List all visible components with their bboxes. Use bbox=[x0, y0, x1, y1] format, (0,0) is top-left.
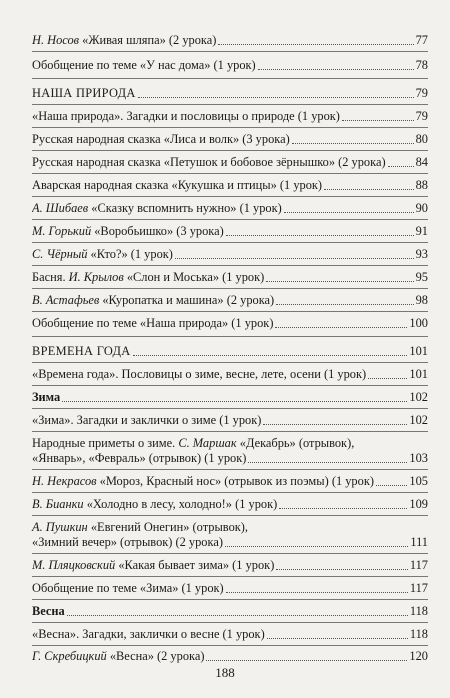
entry-title: «Весна». Загадки, заклички о весне (1 урок) bbox=[32, 627, 265, 641]
entry-page: 109 bbox=[409, 497, 428, 511]
entry-title: «Времена года». Пословицы о зиме, весне, лете, осени (1 урок) bbox=[32, 367, 367, 381]
divider bbox=[32, 431, 428, 432]
entry-page: 102 bbox=[409, 390, 428, 404]
divider bbox=[32, 553, 428, 554]
divider bbox=[32, 336, 428, 337]
leader-dots bbox=[263, 424, 407, 425]
leader-dots bbox=[138, 97, 414, 98]
toc-entry bbox=[32, 627, 428, 642]
entry-title: Обобщение по теме «Наша природа» (1 урок) bbox=[32, 316, 274, 330]
page-number: 188 bbox=[215, 665, 235, 680]
toc-section-heading bbox=[32, 344, 428, 359]
divider bbox=[32, 492, 428, 493]
leader-dots bbox=[258, 69, 414, 70]
divider bbox=[32, 127, 428, 128]
leader-dots bbox=[267, 638, 408, 639]
entry-title: «Декабрь» (отрывок), bbox=[236, 436, 355, 450]
entry-page: 117 bbox=[409, 581, 428, 595]
divider bbox=[32, 362, 428, 363]
entry-author: А. Шибаев bbox=[32, 201, 89, 215]
leader-dots bbox=[226, 592, 408, 593]
entry-title: «Мороз, Красный нос» (отрывок из поэмы) (1 урок) bbox=[96, 474, 374, 488]
leader-dots bbox=[324, 189, 414, 190]
toc-entry bbox=[32, 201, 428, 216]
leader-dots bbox=[175, 258, 414, 259]
entry-page: 101 bbox=[409, 344, 428, 358]
toc-entry bbox=[32, 581, 428, 596]
leader-dots bbox=[275, 327, 407, 328]
divider bbox=[32, 288, 428, 289]
leader-dots bbox=[368, 378, 407, 379]
divider bbox=[32, 622, 428, 623]
leader-dots bbox=[284, 212, 414, 213]
entry-title: Народные приметы о зиме. bbox=[32, 436, 179, 450]
leader-dots bbox=[376, 485, 407, 486]
entry-page: 88 bbox=[415, 178, 428, 192]
toc-entry bbox=[32, 270, 428, 285]
entry-page: 95 bbox=[415, 270, 428, 284]
leader-dots bbox=[292, 143, 414, 144]
toc-entry bbox=[32, 33, 428, 48]
entry-author: В. Бианки bbox=[32, 497, 84, 511]
entry-author: Н. Некрасов bbox=[32, 474, 97, 488]
leader-dots bbox=[206, 660, 407, 661]
entry-page: 118 bbox=[409, 604, 428, 618]
toc-entry bbox=[32, 109, 428, 124]
toc-subsection-heading bbox=[32, 390, 428, 405]
leader-dots bbox=[226, 235, 414, 236]
leader-dots bbox=[276, 569, 408, 570]
leader-dots bbox=[279, 508, 407, 509]
toc-entry bbox=[32, 58, 428, 73]
entry-title: Русская народная сказка «Лиса и волк» (3 урока) bbox=[32, 132, 290, 146]
toc-entry bbox=[32, 155, 428, 170]
leader-dots bbox=[342, 120, 414, 121]
entry-title: Басня. bbox=[32, 270, 69, 284]
entry-title: НАША ПРИРОДА bbox=[32, 86, 136, 100]
entry-page: 101 bbox=[409, 367, 428, 381]
divider bbox=[32, 265, 428, 266]
entry-page: 103 bbox=[409, 451, 428, 465]
entry-author: Н. Носов bbox=[32, 33, 80, 47]
divider bbox=[32, 311, 428, 312]
entry-page: 98 bbox=[415, 293, 428, 307]
entry-author: И. Крылов bbox=[68, 270, 124, 284]
entry-title: «Евгений Онегин» (отрывок), bbox=[87, 520, 249, 534]
toc-entry bbox=[32, 413, 428, 428]
entry-author: В. Астафьев bbox=[32, 293, 100, 307]
divider bbox=[32, 104, 428, 105]
toc-entry bbox=[32, 474, 428, 489]
entry-title: «Сказку вспомнить нужно» (1 урок) bbox=[88, 201, 282, 215]
divider bbox=[32, 196, 428, 197]
entry-page: 118 bbox=[409, 627, 428, 641]
toc-entry bbox=[32, 649, 428, 664]
entry-page: 105 bbox=[409, 474, 428, 488]
entry-title: «Воробьишко» (3 урока) bbox=[91, 224, 224, 238]
leader-dots bbox=[67, 615, 408, 616]
entry-title: «Зима». Загадки и заклички о зиме (1 урок) bbox=[32, 413, 262, 427]
entry-page: 90 bbox=[415, 201, 428, 215]
toc-entry bbox=[32, 520, 428, 550]
entry-title: «Наша природа». Загадки и пословицы о природе (1 урок) bbox=[32, 109, 340, 123]
entry-page: 91 bbox=[415, 224, 428, 238]
entry-title: Обобщение по теме «У нас дома» (1 урок) bbox=[32, 58, 256, 72]
entry-title: «Кто?» (1 урок) bbox=[87, 247, 173, 261]
entry-page: 77 bbox=[415, 33, 428, 47]
toc-entry bbox=[32, 132, 428, 147]
toc-subsection-heading bbox=[32, 604, 428, 619]
entry-page: 78 bbox=[415, 58, 428, 72]
leader-dots bbox=[388, 166, 414, 167]
leader-dots bbox=[266, 281, 413, 282]
entry-title: Весна bbox=[32, 604, 65, 618]
entry-page: 117 bbox=[409, 558, 428, 572]
toc-entry bbox=[32, 293, 428, 308]
leader-dots bbox=[218, 44, 413, 45]
leader-dots bbox=[133, 355, 408, 356]
toc-entry bbox=[32, 224, 428, 239]
entry-page: 100 bbox=[409, 316, 428, 330]
toc-entry bbox=[32, 178, 428, 193]
divider bbox=[32, 173, 428, 174]
divider bbox=[32, 51, 428, 52]
divider bbox=[32, 219, 428, 220]
entry-page: 84 bbox=[415, 155, 428, 169]
toc-entry bbox=[32, 436, 428, 466]
entry-title: «Январь», «Февраль» (отрывок) (1 урок) bbox=[32, 451, 247, 465]
entry-title: «Живая шляпа» (2 урока) bbox=[79, 33, 217, 47]
divider bbox=[32, 469, 428, 470]
leader-dots bbox=[62, 401, 407, 402]
entry-title: «Весна» (2 урока) bbox=[106, 649, 205, 663]
entry-author: С. Чёрный bbox=[32, 247, 88, 261]
divider bbox=[32, 599, 428, 600]
entry-author: Г. Скребицкий bbox=[32, 649, 107, 663]
entry-title: «Куропатка и машина» (2 урока) bbox=[99, 293, 275, 307]
toc-section-heading bbox=[32, 86, 428, 101]
entry-title: «Слон и Моська» (1 урок) bbox=[123, 270, 265, 284]
entry-title: «Зимний вечер» (отрывок) (2 урока) bbox=[32, 535, 223, 549]
divider bbox=[32, 242, 428, 243]
toc-entry bbox=[32, 558, 428, 573]
entry-page: 79 bbox=[415, 86, 428, 100]
toc-entry bbox=[32, 497, 428, 512]
divider bbox=[32, 78, 428, 79]
entry-author: М. Горький bbox=[32, 224, 92, 238]
entry-title: Русская народная сказка «Петушок и бобовое зёрнышко» (2 урока) bbox=[32, 155, 386, 169]
divider bbox=[32, 150, 428, 151]
entry-title: Зима bbox=[32, 390, 61, 404]
entry-title: Обобщение по теме «Зима» (1 урок) bbox=[32, 581, 224, 595]
toc-entry bbox=[32, 367, 428, 382]
entry-page: 120 bbox=[409, 649, 428, 663]
entry-author: А. Пушкин bbox=[32, 520, 88, 534]
divider bbox=[32, 645, 428, 646]
divider bbox=[32, 515, 428, 516]
toc-entry bbox=[32, 316, 428, 331]
leader-dots bbox=[225, 546, 408, 547]
divider bbox=[32, 385, 428, 386]
entry-title: «Какая бывает зима» (1 урок) bbox=[115, 558, 275, 572]
divider bbox=[32, 576, 428, 577]
entry-title: ВРЕМЕНА ГОДА bbox=[32, 344, 131, 358]
divider bbox=[32, 408, 428, 409]
entry-title: Аварская народная сказка «Кукушка и птицы» (1 урок) bbox=[32, 178, 323, 192]
leader-dots bbox=[248, 462, 407, 463]
entry-title: «Холодно в лесу, холодно!» (1 урок) bbox=[83, 497, 278, 511]
entry-author: М. Пляцковский bbox=[32, 558, 116, 572]
entry-author: С. Маршак bbox=[178, 436, 237, 450]
entry-page: 102 bbox=[409, 413, 428, 427]
entry-page: 79 bbox=[415, 109, 428, 123]
toc-entry bbox=[32, 247, 428, 262]
leader-dots bbox=[276, 304, 413, 305]
entry-page: 111 bbox=[410, 535, 428, 549]
entry-page: 93 bbox=[415, 247, 428, 261]
entry-page: 80 bbox=[415, 132, 428, 146]
